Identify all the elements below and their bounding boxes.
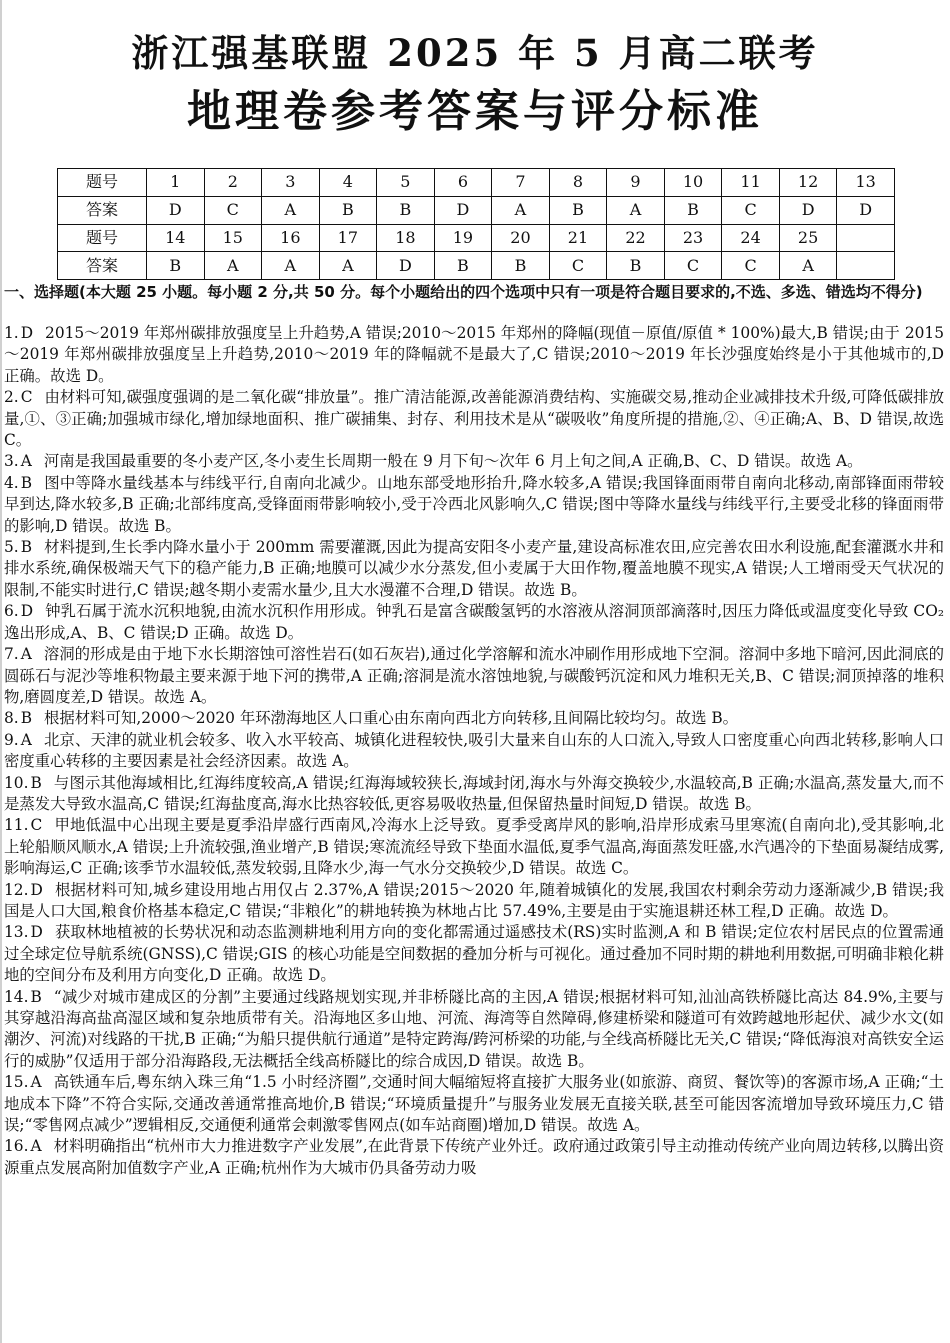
- list-item: [4, 880, 944, 923]
- table-row-answers-1: [58, 196, 895, 224]
- table-cell: D: [147, 196, 205, 224]
- table-cell: 4: [319, 169, 377, 197]
- question-number: 4.: [4, 473, 19, 492]
- table-cell: D: [434, 196, 492, 224]
- table-cell: B: [664, 196, 722, 224]
- question-number: 5.: [4, 538, 19, 557]
- question-number: 12.: [4, 880, 29, 899]
- question-number: 16.: [4, 1137, 29, 1156]
- explanation-text: 材料提到,生长季内降水量小于 200mm 需要灌溉,因此为提高安阳冬小麦产量,建设高标准农田,应完善农田水利设施,配套灌溉水井和排水系统,确保极端天气下的稳产能力,B 正确;地膜可以减少水分蒸发,但小麦属于大田作物,覆盖地膜不现实,A 错误;人工增雨受天气状况的限制,不能实时进行,C 错误;越冬期小麦需水量少,且大水漫灌不合理,D 错误。故选 B。: [4, 538, 944, 599]
- table-row-answers-2: [58, 252, 895, 280]
- table-cell: A: [204, 252, 262, 280]
- table-cell: 17: [319, 224, 377, 252]
- table-cell: D: [377, 252, 435, 280]
- table-cell: 20: [492, 224, 550, 252]
- list-item: [4, 815, 944, 879]
- answer-letter: C: [20, 388, 33, 407]
- answer-letter: D: [20, 324, 34, 342]
- table-cell: 19: [434, 224, 492, 252]
- answer-letter: A: [20, 730, 32, 749]
- table-cell: B: [147, 252, 205, 280]
- answer-letter: B: [30, 987, 42, 1006]
- explanation-text: 河南是我国最重要的冬小麦产区,冬小麦生长周期一般在 9 月下旬～次年 6 月上旬之间,A 正确,B、C、D 错误。故选 A。: [43, 452, 863, 471]
- document-subtitle: 地理卷参考答案与评分标准: [187, 86, 763, 137]
- question-number: 7.: [4, 645, 19, 664]
- table-row-label: 题号: [58, 224, 147, 252]
- explanation-text: 溶洞的形成是由于地下水长期溶蚀可溶性岩石(如石灰岩),通过化学溶解和流水冲刷作用形成地下空洞。溶洞中多地下暗河,因此洞底的圆砾石与泥沙等堆积物最主要来源于地下河的携带,A 正确;溶洞是流水溶蚀地貌,与碳酸钙沉淀和风力堆积无关,B、C 错误;洞顶掉落的堆积物,磨圆度差,D 错误。故选 A。: [4, 645, 944, 706]
- table-row-questions-1: [58, 169, 895, 197]
- list-item: [4, 537, 944, 601]
- table-cell: B: [434, 252, 492, 280]
- table-cell: A: [262, 196, 320, 224]
- table-cell: 16: [262, 224, 320, 252]
- explanation-text: 图中等降水量线基本与纬线平行,自南向北减少。山地东部受地形抬升,降水较多,A 错误;我国锋面雨带自南向北移动,南部锋面雨带较早到达,降水较多,B 正确;北部纬度高,受锋面雨带影响较小,受于冷西北风影响久,C 错误;图中等降水量线与纬线平行,主要受北移的锋面雨带的影响,D 错误。故选 B。: [4, 473, 944, 535]
- explanation-text: 甲地低温中心出现主要是夏季沿岸盛行西南风,冷海水上泛导致。夏季受离岸风的影响,沿岸形成索马里寒流(自南向北),受其影响,北上轮船顺风顺水,A 错误;上升流较强,渔业增产,B 错误;寒流流经导致下垫面水温低,夏季气温高,海面蒸发旺盛,水汽遇冷的下垫面易凝结成雾,影响海运,C 正确;该季节水温较低,蒸发较弱,且降水少,海一气水分交换较少,D 错误。故选 C。: [4, 816, 944, 878]
- question-number: 10.: [4, 773, 29, 792]
- table-cell: 1: [147, 169, 205, 197]
- explanation-text: 根据材料可知,城乡建设用地占用仅占 2.37%,A 错误;2015～2020 年,随着城镇化的发展,我国农村剩余劳动力逐渐减少,B 错误;我国是人口大国,粮食价格基本稳定,C 错误;“非粮化”的耕地转换为林地占比 57.49%,主要是由于实施退耕还林工程,D 正确。故选 D。: [4, 880, 944, 920]
- answer-letter: A: [30, 1073, 42, 1092]
- table-cell: B: [607, 252, 665, 280]
- answer-letter: D: [20, 602, 34, 621]
- answer-letter: B: [20, 538, 32, 557]
- table-cell: A: [607, 196, 665, 224]
- list-item: [4, 922, 944, 986]
- table-cell: B: [319, 196, 377, 224]
- question-number: 6.: [4, 602, 19, 621]
- table-cell: [837, 224, 895, 252]
- list-item: [4, 708, 944, 729]
- table-cell: 15: [204, 224, 262, 252]
- explanation-list: [4, 323, 944, 1179]
- table-cell: 14: [147, 224, 205, 252]
- table-cell: 12: [779, 169, 837, 197]
- explanation-text: “减少对城市建成区的分割”主要通过线路规划实现,并非桥隧比高的主因,A 错误;根据材料可知,汕汕高铁桥隧比高达 84.9%,主要与其穿越沿海高盐高湿区域和复杂地质带有关。沿海地区多山地、河流、海湾等自然障碍,修建桥梁和隧道可有效跨越地形起伏、减少水文(如潮汐、河流)对线路的干扰,B 正确;“为船只提供航行通道”是特定跨海/跨河桥梁的功能,与全线高桥隧比无关,C 错误;“降低海浪对高铁安全运行的威胁”仅适用于部分沿海路段,无法概括全线高桥隧比的综合成因,D 错误。故选 B。: [4, 987, 944, 1070]
- table-cell: D: [779, 196, 837, 224]
- list-item: [4, 773, 944, 816]
- question-number: 13.: [4, 923, 29, 942]
- table-cell: C: [204, 196, 262, 224]
- table-cell: 22: [607, 224, 665, 252]
- table-cell: 10: [664, 169, 722, 197]
- list-item: [4, 601, 944, 644]
- table-cell: [837, 252, 895, 280]
- answer-letter: D: [30, 923, 43, 942]
- table-cell: 5: [377, 169, 435, 197]
- table-cell: 6: [434, 169, 492, 197]
- list-item: [4, 730, 944, 773]
- table-cell: 9: [607, 169, 665, 197]
- table-cell: A: [779, 252, 837, 280]
- table-row-label: 答案: [58, 196, 147, 224]
- answer-letter: A: [20, 452, 32, 471]
- explanation-text: 与图示其他海域相比,红海纬度较高,A 错误;红海海域较狭长,海域封闭,海水与外海交换较少,水温较高,B 正确;水温高,蒸发量大,而不是蒸发大导致水温高,C 错误;红海盐度高,海水比热容较低,更容易吸收热量,但保留热量时间短,D 错误。故选 B。: [4, 773, 944, 813]
- question-number: 14.: [4, 987, 29, 1006]
- question-number: 11.: [4, 816, 29, 835]
- list-item: [4, 1072, 944, 1136]
- table-cell: C: [549, 252, 607, 280]
- answer-letter: B: [30, 773, 42, 792]
- answer-letter: A: [20, 645, 32, 664]
- list-item: [4, 387, 944, 451]
- table-cell: 13: [837, 169, 895, 197]
- explanation-text: 高铁通车后,粤东纳入珠三角“1.5 小时经济圈”,交通时间大幅缩短将直接扩大服务业(如旅游、商贸、餐饮等)的客源市场,A 正确;“土地成本下降”不符合实际,交通改善通常推高地价,B 错误;“环境质量提升”与服务业发展无直接关联,甚至可能因客流增加导致环境压力,C 错误;“零售网点减少”逻辑相反,交通便利通常会刺激零售网点(如车站商圈)增加,D 错误。故选 A。: [4, 1073, 944, 1135]
- list-item: [4, 987, 944, 1073]
- explanation-text: 根据材料可知,2000～2020 年环渤海地区人口重心由东南向西北方向转移,且间隔比较均匀。故选 B。: [44, 709, 739, 728]
- table-cell: D: [837, 196, 895, 224]
- explanation-text: 钟乳石属于流水沉积地貌,由流水沉积作用形成。钟乳石是富含碳酸氢钙的水溶液从溶洞顶部滴落时,因压力降低或温度变化导致 CO₂ 逸出形成,A、B、C 错误;D 正确。故选 D。: [4, 602, 944, 642]
- question-number: 2.: [4, 388, 19, 407]
- list-item: [4, 644, 944, 708]
- answer-letter: A: [30, 1137, 42, 1156]
- list-item: [4, 323, 944, 387]
- table-cell: A: [492, 196, 550, 224]
- answer-letter: D: [30, 880, 43, 899]
- question-number: 8.: [4, 709, 19, 728]
- table-cell: B: [492, 252, 550, 280]
- table-cell: 11: [722, 169, 780, 197]
- table-cell: C: [722, 252, 780, 280]
- explanation-text: 获取林地植被的长势状况和动态监测耕地利用方向的变化都需通过遥感技术(RS)实时监测,A 和 B 错误;定位农村居民点的位置需通过全球定位导航系统(GNSS),C 错误;GIS 的核心功能是空间数据的叠加分析与可视化。通过叠加不同时期的耕地利用数据,可明确非粮化耕地的空间分布及利用方向变化,D 正确。故选 D。: [4, 923, 944, 985]
- table-cell: C: [664, 252, 722, 280]
- table-cell: 24: [722, 224, 780, 252]
- table-cell: 7: [492, 169, 550, 197]
- table-cell: A: [319, 252, 377, 280]
- answer-letter: B: [20, 709, 32, 728]
- table-cell: 2: [204, 169, 262, 197]
- table-cell: 8: [549, 169, 607, 197]
- question-number: 15.: [4, 1073, 29, 1092]
- list-item: [4, 1136, 944, 1179]
- table-cell: B: [377, 196, 435, 224]
- table-row-label: 答案: [58, 252, 147, 280]
- section-heading: 一、选择题(本大题 25 小题。每小题 2 分,共 50 分。每个小题给出的四个选项中只有一项是符合题目要求的,不选、多选、错选均不得分): [4, 283, 923, 301]
- page-edge-shadow: [0, 0, 2, 1343]
- table-cell: 21: [549, 224, 607, 252]
- table-row-questions-2: [58, 224, 895, 252]
- question-number: 1.: [4, 324, 19, 342]
- answer-key-table-body: [58, 169, 895, 280]
- explanation-text: 材料明确指出“杭州市大力推进数字产业发展”,在此背景下传统产业外迁。政府通过政策引导主动推动传统产业向周边转移,以腾出资源重点发展高附加值数字产业,A 正确;杭州作为大城市仍具备劳动力吸: [4, 1137, 944, 1177]
- answer-letter: B: [20, 473, 32, 492]
- explanation-text: 北京、天津的就业机会较多、收入水平较高、城镇化进程较快,吸引大量来自山东的人口流入,导致人口密度重心向西北转移,影响人口密度重心转移的主要因素是社会经济因素。故选 A。: [4, 730, 944, 771]
- answer-key-table: [57, 168, 895, 280]
- explanation-text: 由材料可知,碳强度强调的是二氧化碳“排放量”。推广清洁能源,改善能源消费结构、实施碳交易,推动企业减排技术升级,可降低碳排放量,①、③正确;加强城市绿化,增加绿地面积、推广碳捕集、封存、利用技术是从“碳吸收”角度所提的措施,②、④正确;A、B、D 错误,故选 C。: [4, 388, 944, 450]
- table-cell: 3: [262, 169, 320, 197]
- table-cell: C: [722, 196, 780, 224]
- table-row-label: 题号: [58, 169, 147, 197]
- table-cell: 23: [664, 224, 722, 252]
- question-number: 3.: [4, 452, 19, 471]
- answer-letter: C: [30, 816, 43, 835]
- list-item: [4, 451, 944, 472]
- question-number: 9.: [4, 730, 19, 749]
- exam-title: 浙江强基联盟 2025 年 5 月高二联考: [131, 31, 819, 75]
- table-cell: 18: [377, 224, 435, 252]
- table-cell: A: [262, 252, 320, 280]
- table-cell: 25: [779, 224, 837, 252]
- explanation-text: 2015～2019 年郑州碳排放强度呈上升趋势,A 错误;2010～2015 年郑州的降幅(现值－原值/原值 * 100%)最大,B 错误;由于 2015～2019 年郑州碳排放强度呈上升趋势,2010～2019 年的降幅就不是最大了,C 错误;2010～2019 年长沙强度始终是小于其他城市的,D 正确。故选 D。: [4, 324, 944, 385]
- table-cell: B: [549, 196, 607, 224]
- list-item: [4, 473, 944, 537]
